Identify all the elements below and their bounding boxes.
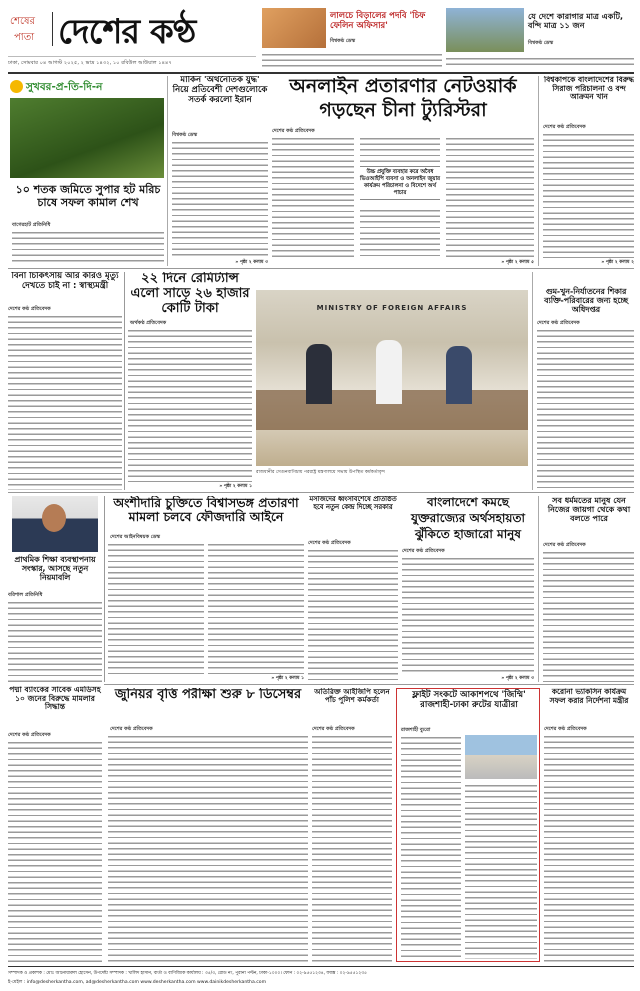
chili-farmer-photo (10, 98, 164, 178)
marcin-byline: বিশ্বকণ্ঠ ডেস্ক (172, 132, 198, 138)
teaser-cat-headline: লালচে বিড়ালের পদবি 'চিফ ফেলিন অফিসার' (330, 11, 426, 31)
lead-byline: দেশের কণ্ঠ প্রতিবেদক (272, 128, 315, 134)
teaser-prison-byline: বিশ্বকণ্ঠ ডেস্ক (528, 40, 554, 46)
junior-byline: দেশের কণ্ঠ প্রতিবেদক (110, 726, 153, 732)
primary-byline: বরিশাল প্রতিনিধি (8, 592, 43, 598)
sun-icon (10, 80, 23, 93)
newspaper-logo: দেশের কণ্ঠ (58, 12, 196, 52)
gum-khun-story[interactable] (532, 272, 634, 490)
police-headline: অতিরিক্ত আইজিপি হলেন পাঁচ পুলিশ কর্মকর্তা (314, 688, 390, 705)
meeting-photo-caption: রাজধানীর সেগুনবাগিচায় পররাষ্ট্র মন্ত্রণালয়ে সভায় উপস্থিত কর্মকর্তাবৃন্দ (256, 470, 385, 475)
dengue-byline: দেশের কণ্ঠ প্রতিবেদক (544, 726, 587, 732)
teaser-cat[interactable] (262, 8, 442, 70)
sukhobor-headline[interactable]: ১০ শতক জমিতে সুপার হট মরিচ চাষে সফল কামাল শেখ (15, 183, 161, 209)
health-story[interactable] (8, 272, 122, 490)
remittance-byline: অর্থকণ্ঠ প্রতিবেদক (130, 320, 167, 326)
mosque-byline: দেশের কণ্ঠ প্রতিবেদক (308, 540, 351, 546)
uk-aid-continued[interactable]: » পৃষ্ঠা ২ কলাম ৩ (501, 676, 534, 681)
ongshidari-continued[interactable]: » পৃষ্ঠা ২ কলাম ১ (271, 676, 304, 681)
sukhobor-box (8, 76, 168, 266)
bishwakap-story[interactable] (538, 76, 634, 266)
shesher-label: শেষের (10, 16, 36, 27)
airport-photo (465, 735, 537, 779)
teaser-cat-byline: বিশ্বকণ্ঠ ডেস্ক (330, 38, 356, 44)
flight-story[interactable] (396, 688, 540, 962)
lead-pullquote: উচ্চ প্রযুক্তি ব্যবহার করে অবৈধ ভিওআইপি ব্যবসা ও অনলাইন জুয়ার কার্যক্রম পরিচালনা ও বিদেশে অর্থ পাচার (360, 166, 440, 200)
health-headline: বিনা চিকিৎসায় আর কারও মৃত্যু দেখতে চাই না : স্বাস্থ্যমন্ত্রী (11, 272, 119, 291)
footer-contact: ই-মেইল : info@desherkantha.com, ad@desherkantha.com www.desherkantha.com www.dainikdesherkantha.com (8, 980, 267, 985)
dengue-story[interactable] (544, 688, 634, 962)
health-byline: দেশের কণ্ঠ প্রতিবেদক (8, 306, 51, 312)
primary-story[interactable] (8, 496, 102, 682)
police-story[interactable] (312, 688, 392, 962)
lead-story[interactable] (272, 76, 534, 266)
remittance-continued[interactable]: » পৃষ্ঠা ২ কলাম ১ (219, 484, 252, 489)
uk-aid-headline-line1: বাংলাদেশে কমছে (426, 496, 510, 509)
marcin-story[interactable] (172, 76, 268, 266)
uk-aid-story[interactable] (402, 496, 534, 682)
padma-story[interactable] (8, 686, 102, 962)
masthead (8, 6, 256, 70)
sukhobor-byline: বাগেরহাট প্রতিনিধি (12, 222, 51, 228)
mosque-story[interactable] (308, 496, 398, 682)
footer-imprint: সম্পাদক ও প্রকাশক : মোঃ আনোয়ারুল হোসেন, উপদেষ্টা সম্পাদক : খালিদ হাসান, বার্তা ও বাণিজ্যিক কার্যালয় : ৩৫/৩, রোড নং, পুরানা পল্টন, ঢাকা-১০০০। ফোন : ০২-৯৫৫১২৩৪, ফ্যাক্স : ০২-৯৫৫১২৩৫ (8, 971, 367, 976)
cat-photo (262, 8, 326, 48)
teaser-prison[interactable] (446, 8, 634, 70)
ministry-banner: MINISTRY OF FOREIGN AFFAIRS (316, 304, 468, 312)
lead-headline-line1: অনলাইন প্রতারণার নেটওয়ার্ক (289, 76, 517, 97)
sob-dhormo-byline: দেশের কণ্ঠ প্রতিবেদক (543, 542, 586, 548)
remittance-story[interactable] (128, 272, 252, 490)
teaser-prison-headline: যে দেশে কারাগার মাত্র একটি, বন্দি মাত্র ১১ জন (528, 12, 624, 31)
mosque-headline: মসজিদের ধ্বংসাবশেষে প্রতিষ্ঠিত হবে নতুন কেন্দ্র দিচ্ছে সরকার (309, 496, 397, 511)
meeting-photo (256, 290, 528, 466)
bishwakap-continued[interactable]: » পৃষ্ঠা ২ কলাম ২ (601, 260, 634, 265)
flight-byline: রাজশাহী ব্যুরো (401, 727, 431, 733)
footer (8, 966, 634, 988)
police-byline: দেশের কণ্ঠ প্রতিবেদক (312, 726, 355, 732)
prison-photo (446, 8, 524, 52)
uk-aid-byline: দেশের কণ্ঠ প্রতিবেদক (402, 548, 445, 554)
sob-dhormo-story[interactable] (538, 496, 634, 682)
marcin-continued[interactable]: » পৃষ্ঠা ২ কলাম ৩ (235, 260, 268, 265)
lead-headline-line2: গড়ছেন চীনা ট্যুরিস্টরা (319, 99, 487, 121)
bishwakap-headline: বিশ্বকাপকে বাংলাদেশের বিরুদ্ধ সিরাজ পরিচালনা ও বন্দ আক্রমন খান (543, 76, 634, 102)
remittance-headline: ২২ দিনে রেমিট্যান্স এলো সাড়ে ২৬ হাজার কোটি টাকা (130, 272, 250, 316)
lead-continued[interactable]: » পৃষ্ঠা ২ কলাম ৫ (501, 260, 534, 265)
uk-aid-headline-line3: ঝুঁকিতে হাজারো মানুষ (415, 527, 521, 541)
ongshidari-headline: অংশীদারি চুক্তিতে বিশ্বাসভঙ্গ প্রতারণা মামলা চলবে ফৌজদারি আইনে (113, 496, 299, 525)
dateline: ঢাকা, সোমবার ০৪ আগস্ট ২০২৫, ২ ভাদ্র ১৪৩২, ১০ রবিউল আউয়াল ১৪৪৭ (8, 56, 256, 68)
official-portrait (12, 496, 98, 552)
flight-headline: ফ্লাইট সংকটে আকাশপথে 'জিম্মি' রাজশাহী-ঢাকা রুটের যাত্রীরা (412, 690, 526, 710)
pata-label: পাতা (14, 32, 35, 43)
gum-khun-byline: দেশের কণ্ঠ প্রতিবেদক (537, 320, 580, 326)
padma-headline: পদ্মা ব্যাংকের সাবেক এমডিসহ ১০ জনের বিরুদ্ধে মামলার সিদ্ধান্ত (9, 686, 101, 712)
primary-headline: প্রাথমিক শিক্ষা ব্যবস্থাপনায় সংস্কার, আসছে নতুন নিয়মাবলি (14, 555, 96, 582)
sukhobor-title: সুখবর-প্র-তি-দি-ন (26, 81, 103, 93)
gum-khun-headline: গুম-খুন-নির্যাতনের শিকার ব্যক্তি-পরিবারের জন্য হচ্ছে অধিদপ্তর (544, 287, 628, 314)
ongshidari-story[interactable] (108, 496, 304, 682)
ongshidari-byline: দেশের আইনবিষয়ক ডেস্ক (110, 534, 160, 540)
dengue-headline: করোনা ভ্যাকসিন কার্যক্রম সফল করার নির্দেশনা মন্ত্রীর (549, 688, 629, 705)
padma-byline: দেশের কণ্ঠ প্রতিবেদক (8, 732, 51, 738)
uk-aid-headline-line2: যুক্তরাজ্যের অর্থসহায়তা (411, 511, 525, 525)
junior-headline: জুনিয়র বৃত্তি পরীক্ষা শুরু ৮ ডিসেম্বর (114, 688, 302, 702)
bishwakap-byline: দেশের কণ্ঠ প্রতিবেদক (543, 124, 586, 130)
sob-dhormo-headline: সব ধর্মমতের মানুষ যেন নিজের জায়গা থেকে কথা বলতে পারে (547, 496, 631, 524)
marcin-headline: মার্কিন 'অর্থনৈতিক যুদ্ধ' নিয়ে প্রতিবেশী দেশগুলোকে সতর্ক করলো ইরান (172, 76, 268, 105)
junior-story[interactable] (108, 688, 308, 962)
